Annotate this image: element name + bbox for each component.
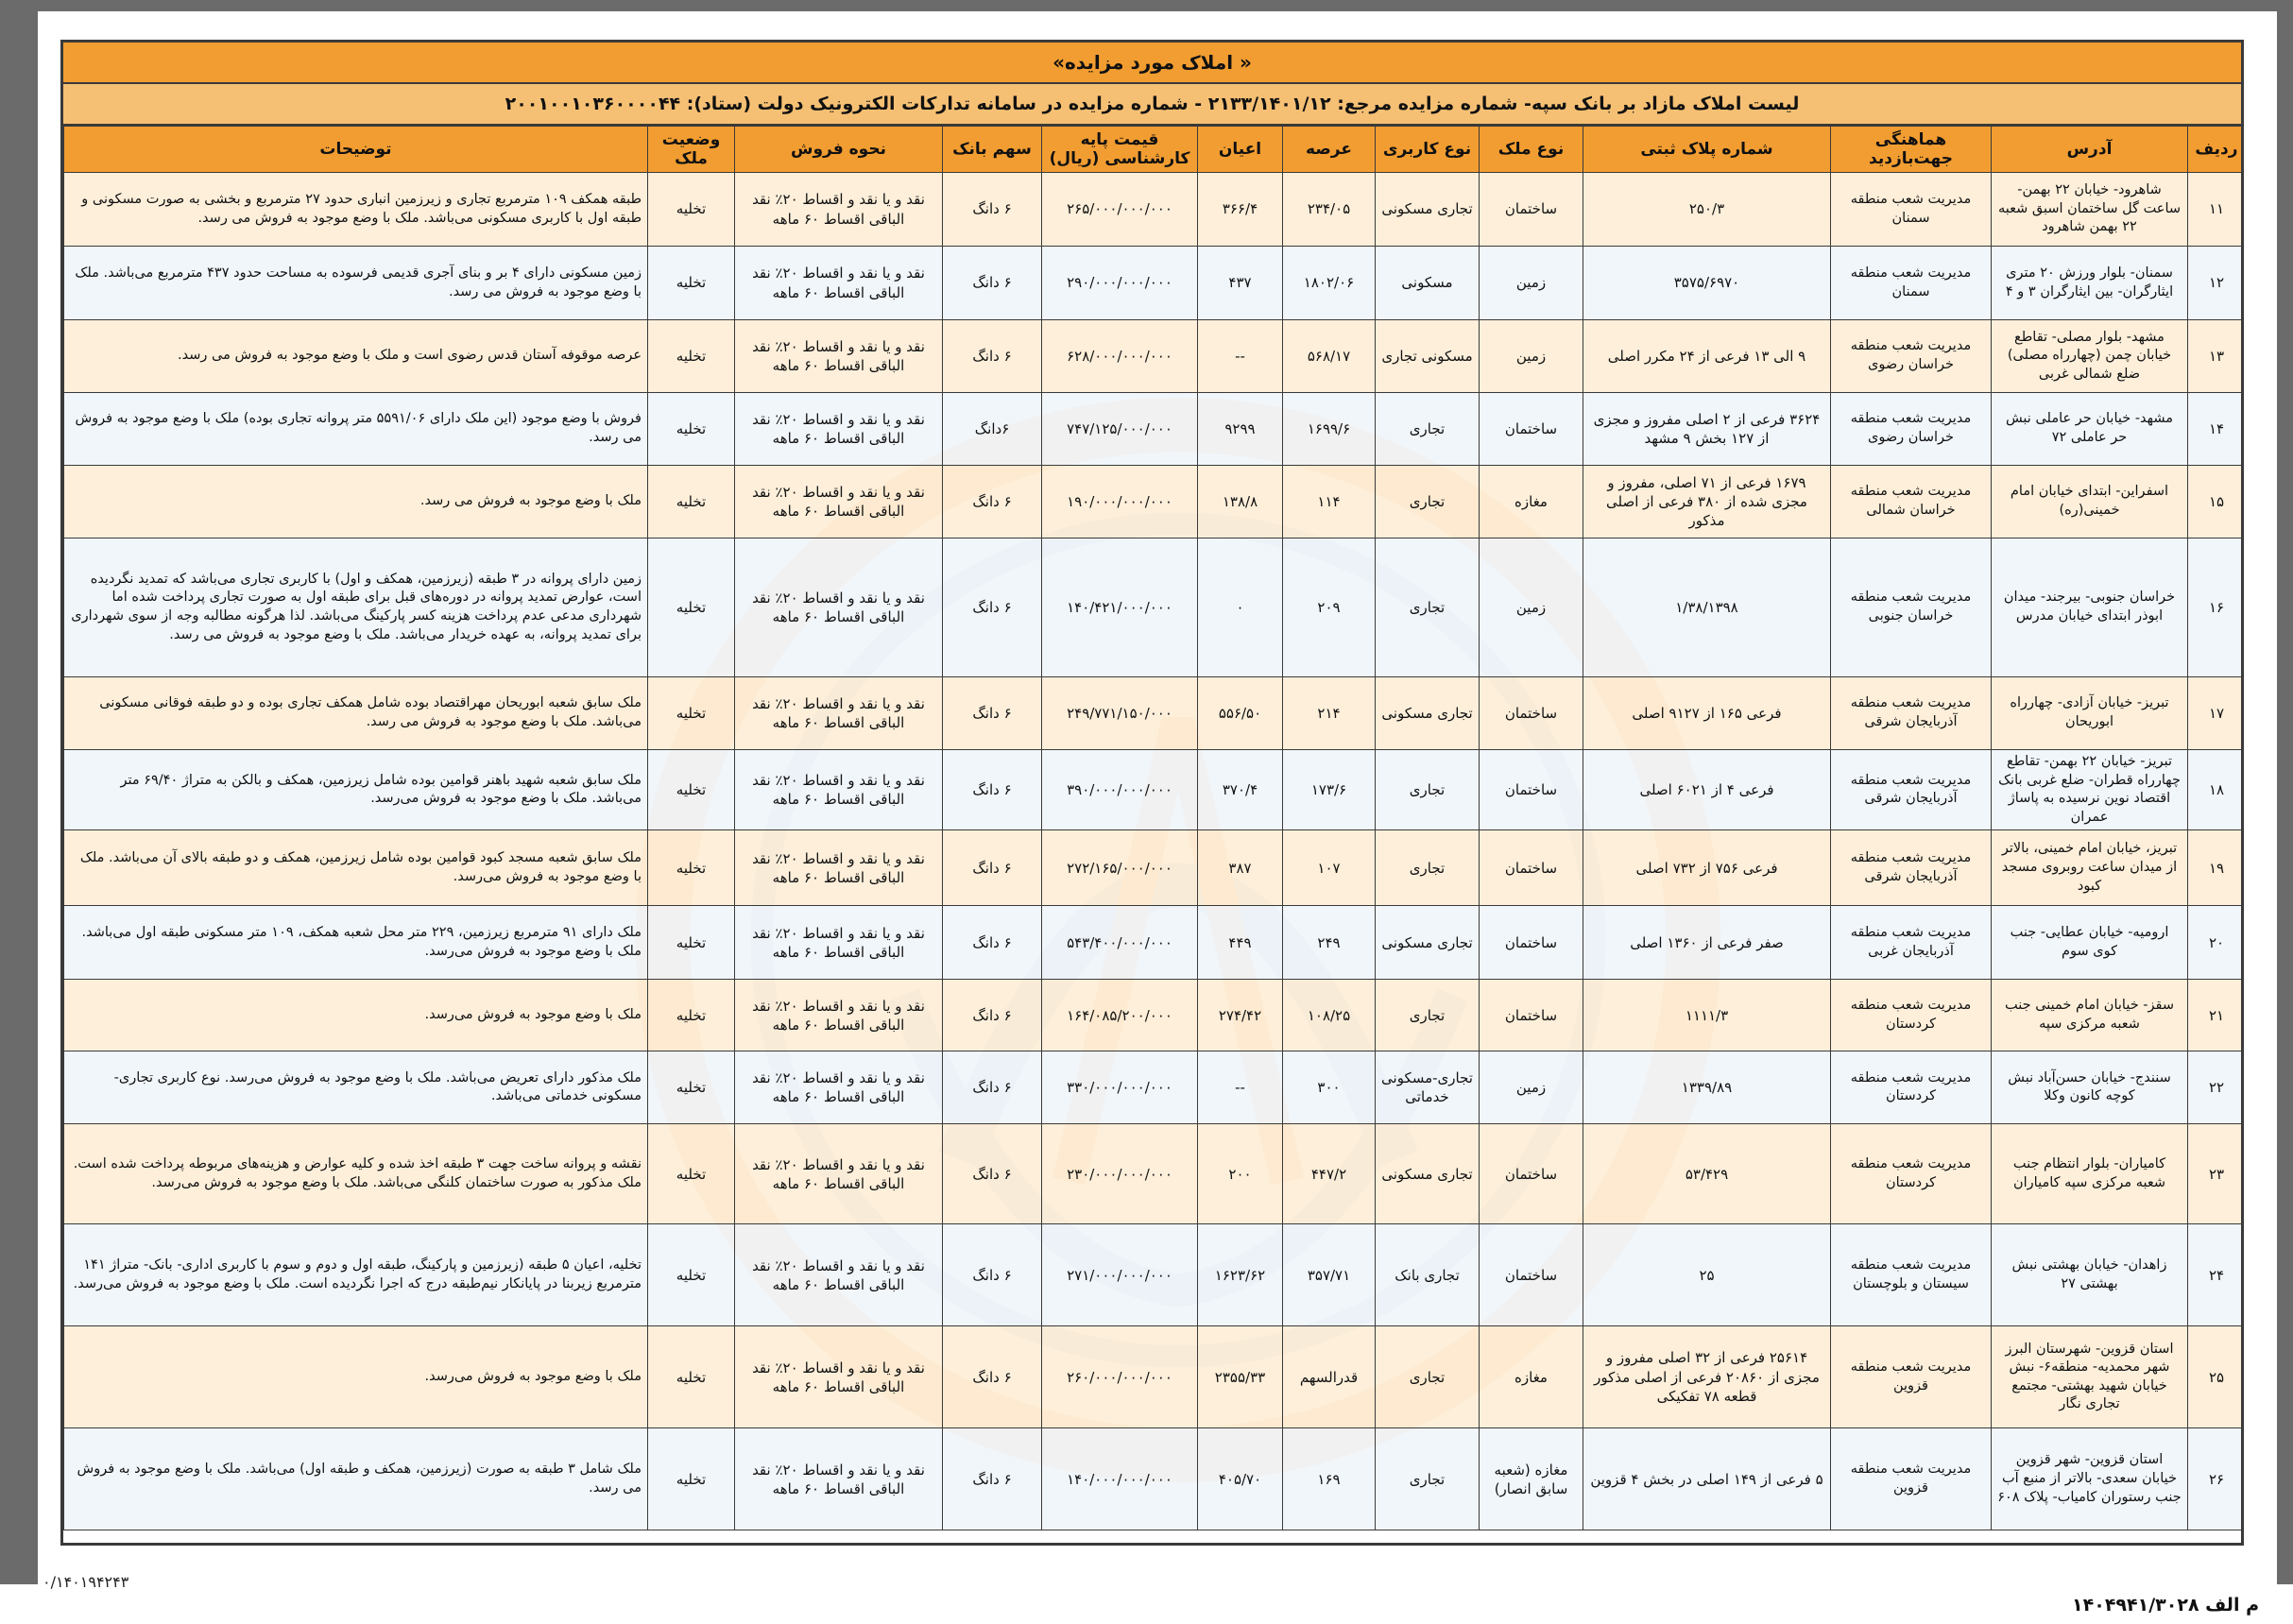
description-cell: زمین مسکونی دارای ۴ بر و بنای آجری قدیمی فرسوده به مساحت حدود ۴۳۷ مترمربع می‌باشد. ملک با وضع موجود به فروش می رسد. xyxy=(64,247,648,320)
plate-cell: ۲۵۰/۳ xyxy=(1583,173,1831,247)
property-type-cell: ساختمان xyxy=(1480,173,1583,247)
land-area-cell: قدرالسهم xyxy=(1283,1326,1376,1428)
description-cell: نقشه و پروانه ساخت جهت ۳ طبقه اخذ شده و کلیه عوارض و هزینه‌های مربوطه پرداخت شده است. ملک مذکور به صورت ساختمان کلنگی می‌باشد. ملک با وضع موجود به فروش می‌رسد. xyxy=(64,1124,648,1224)
row-number-cell: ۱۱ xyxy=(2188,173,2245,247)
status-cell: تخلیه xyxy=(648,1224,735,1326)
plate-cell: فرعی ۷۵۶ از ۷۳۲ اصلی xyxy=(1583,830,1831,906)
usage-cell: تجاری مسکونی xyxy=(1376,677,1480,750)
coordination-cell: مدیریت شعب منطقه آذربایجان غربی xyxy=(1831,906,1992,980)
coordination-cell: مدیریت شعب منطقه سمنان xyxy=(1831,173,1992,247)
land-area-cell: ۱۸۰۲/۰۶ xyxy=(1283,247,1376,320)
base-price-cell: ۱۹۰/۰۰۰/۰۰۰/۰۰۰ xyxy=(1042,466,1198,538)
sale-method-cell: نقد و یا نقد و اقساط ۲۰٪ نقد الباقی اقساط ۶۰ ماهه xyxy=(735,320,943,393)
property-table xyxy=(63,126,2244,1530)
bank-share-cell: ۶ دانگ xyxy=(943,830,1042,906)
table-row xyxy=(64,538,2245,677)
status-cell: تخلیه xyxy=(648,677,735,750)
table-row xyxy=(64,466,2245,538)
plate-cell: ۹ الی ۱۳ فرعی از ۲۴ مکرر اصلی xyxy=(1583,320,1831,393)
land-area-cell: ۱۶۹ xyxy=(1283,1428,1376,1530)
sale-method-cell: نقد و یا نقد و اقساط ۲۰٪ نقد الباقی اقساط ۶۰ ماهه xyxy=(735,247,943,320)
auction-sheet xyxy=(38,11,2277,1584)
base-price-cell: ۲۴۹/۷۷۱/۱۵۰/۰۰۰ xyxy=(1042,677,1198,750)
land-area-cell: ۱۰۸/۲۵ xyxy=(1283,980,1376,1051)
coordination-cell: مدیریت شعب منطقه سیستان و بلوچستان xyxy=(1831,1224,1992,1326)
usage-cell: تجاری xyxy=(1376,980,1480,1051)
land-area-cell: ۱۱۴ xyxy=(1283,466,1376,538)
sale-method-cell: نقد و یا نقد و اقساط ۲۰٪ نقد الباقی اقساط ۶۰ ماهه xyxy=(735,830,943,906)
description-cell: ملک سابق شعبه شهید باهنر قوامین بوده شامل زیرزمین، همکف و بالکن به متراژ ۶۹/۴۰ متر می‌باشد. ملک با وضع موجود به فروش می‌رسد. xyxy=(64,750,648,830)
building-area-cell: ۲۳۵۵/۳۳ xyxy=(1198,1326,1283,1428)
coordination-cell: مدیریت شعب منطقه خراسان شمالی xyxy=(1831,466,1992,538)
sale-method-cell: نقد و یا نقد و اقساط ۲۰٪ نقد الباقی اقساط ۶۰ ماهه xyxy=(735,750,943,830)
bank-share-cell: ۶ دانگ xyxy=(943,247,1042,320)
status-cell: تخلیه xyxy=(648,320,735,393)
description-cell: ملک شامل ۳ طبقه به صورت (زیرزمین، همکف و طبقه اول) می‌باشد. ملک با وضع موجود به فروش می رسد. xyxy=(64,1428,648,1530)
plate-cell: ۲۵ xyxy=(1583,1224,1831,1326)
property-type-cell: زمین xyxy=(1480,247,1583,320)
plate-cell: ۱۶۷۹ فرعی از ۷۱ اصلی، مفروز و مجزی شده از ۳۸۰ فرعی از اصلی مذکور xyxy=(1583,466,1831,538)
address-cell: سنندج- خیابان حسن‌آباد نبش کوچه کانون وکلا xyxy=(1992,1051,2188,1124)
property-type-cell: زمین xyxy=(1480,1051,1583,1124)
coordination-cell: مدیریت شعب منطقه سمنان xyxy=(1831,247,1992,320)
bank-share-cell: ۶ دانگ xyxy=(943,1326,1042,1428)
property-type-cell: مغازه xyxy=(1480,1326,1583,1428)
bank-share-cell: ۶ دانگ xyxy=(943,677,1042,750)
document-subtitle: لیست املاک مازاد بر بانک سپه- شماره مزایده مرجع: ۲۱۳۳/۱۴۰۱/۱۲ - شماره مزایده در سامانه تدارکات الکترونیک دولت (ستاد): ۲۰۰۱۰۰۱۰۳۶۰۰۰۰۴۴ xyxy=(63,84,2241,126)
coordination-cell: مدیریت شعب منطقه خراسان جنوبی xyxy=(1831,538,1992,677)
sale-method-cell: نقد و یا نقد و اقساط ۲۰٪ نقد الباقی اقساط ۶۰ ماهه xyxy=(735,1428,943,1530)
header-share: سهم بانک xyxy=(943,127,1042,173)
table-row xyxy=(64,247,2245,320)
document-title: « املاک مورد مزایده» xyxy=(63,43,2241,84)
base-price-cell: ۲۷۲/۱۶۵/۰۰۰/۰۰۰ xyxy=(1042,830,1198,906)
land-area-cell: ۳۰۰ xyxy=(1283,1051,1376,1124)
table-row xyxy=(64,750,2245,830)
plate-cell: صفر فرعی از ۱۳۶۰ اصلی xyxy=(1583,906,1831,980)
row-number-cell: ۲۵ xyxy=(2188,1326,2245,1428)
coordination-cell: مدیریت شعب منطقه آذربایجان شرقی xyxy=(1831,750,1992,830)
plate-cell: ۳۶۲۴ فرعی از ۲ اصلی مفروز و مجزی از ۱۲۷ بخش ۹ مشهد xyxy=(1583,393,1831,466)
address-cell: مشهد- بلوار مصلی- تقاطع خیابان چمن (چهارراه مصلی) ضلع شمالی غربی xyxy=(1992,320,2188,393)
sale-method-cell: نقد و یا نقد و اقساط ۲۰٪ نقد الباقی اقساط ۶۰ ماهه xyxy=(735,466,943,538)
address-cell: سمنان- بلوار ورزش ۲۰ متری ایثارگران- بین ایثارگران ۳ و ۴ xyxy=(1992,247,2188,320)
usage-cell: تجاری xyxy=(1376,750,1480,830)
status-cell: تخلیه xyxy=(648,830,735,906)
table-row xyxy=(64,1124,2245,1224)
sale-method-cell: نقد و یا نقد و اقساط ۲۰٪ نقد الباقی اقساط ۶۰ ماهه xyxy=(735,393,943,466)
footer-ad-code: م الف ۱۴۰۴۹۴۱/۳۰۲۸ xyxy=(2072,1595,2259,1615)
land-area-cell: ۲۱۴ xyxy=(1283,677,1376,750)
usage-cell: تجاری مسکونی xyxy=(1376,906,1480,980)
description-cell: تخلیه، اعیان ۵ طبقه (زیرزمین و پارکینگ، طبقه اول و دوم و سوم با کاربری اداری- بانک- متراژ ۱۴۱ مترمربع زیربنا در پایانکار نیم‌طبقه درج که اجرا نگردیده است. ملک با وضع موجود به فروش می‌رسد. xyxy=(64,1224,648,1326)
property-type-cell: ساختمان xyxy=(1480,1224,1583,1326)
building-area-cell: ۲۷۴/۴۲ xyxy=(1198,980,1283,1051)
coordination-cell: مدیریت شعب منطقه خراسان رضوی xyxy=(1831,320,1992,393)
status-cell: تخلیه xyxy=(648,1051,735,1124)
property-type-cell: ساختمان xyxy=(1480,1124,1583,1224)
address-cell: زاهدان- خیابان بهشتی نبش بهشتی ۲۷ xyxy=(1992,1224,2188,1326)
sale-method-cell: نقد و یا نقد و اقساط ۲۰٪ نقد الباقی اقساط ۶۰ ماهه xyxy=(735,538,943,677)
bank-share-cell: ۶ دانگ xyxy=(943,906,1042,980)
building-area-cell: ۴۳۷ xyxy=(1198,247,1283,320)
sale-method-cell: نقد و یا نقد و اقساط ۲۰٪ نقد الباقی اقساط ۶۰ ماهه xyxy=(735,1326,943,1428)
coordination-cell: مدیریت شعب منطقه کردستان xyxy=(1831,1051,1992,1124)
table-frame xyxy=(60,40,2244,1546)
property-type-cell: مغازه (شعبه سابق انصار) xyxy=(1480,1428,1583,1530)
status-cell: تخلیه xyxy=(648,750,735,830)
usage-cell: تجاری-مسکونی خدماتی xyxy=(1376,1051,1480,1124)
row-number-cell: ۱۵ xyxy=(2188,466,2245,538)
address-cell: ارومیه- خیابان عطایی- جنب کوی سوم xyxy=(1992,906,2188,980)
property-type-cell: مغازه xyxy=(1480,466,1583,538)
base-price-cell: ۲۶۰/۰۰۰/۰۰۰/۰۰۰ xyxy=(1042,1326,1198,1428)
base-price-cell: ۱۴۰/۴۲۱/۰۰۰/۰۰۰ xyxy=(1042,538,1198,677)
description-cell: ملک سابق شعبه مسجد کبود قوامین بوده شامل زیرزمین، همکف و دو طبقه بالای آن می‌باشد. ملک با وضع موجود به فروش می‌رسد. xyxy=(64,830,648,906)
land-area-cell: ۱۶۹۹/۶ xyxy=(1283,393,1376,466)
description-cell: ملک مذکور دارای تعریض می‌باشد. ملک با وضع موجود به فروش می‌رسد. نوع کاربری تجاری-مسکونی خدماتی می‌باشد. xyxy=(64,1051,648,1124)
base-price-cell: ۷۴۷/۱۲۵/۰۰۰/۰۰۰ xyxy=(1042,393,1198,466)
status-cell: تخلیه xyxy=(648,1124,735,1224)
building-area-cell: ۰ xyxy=(1198,538,1283,677)
sale-method-cell: نقد و یا نقد و اقساط ۲۰٪ نقد الباقی اقساط ۶۰ ماهه xyxy=(735,1124,943,1224)
plate-cell: ۲۵۶۱۴ فرعی از ۳۲ اصلی مفروز و مجزی از ۲۰۸۶۰ فرعی از اصلی مذکور قطعه ۷۸ تفکیکی xyxy=(1583,1326,1831,1428)
bottom-strip xyxy=(0,1584,2293,1624)
address-cell: خراسان جنوبی- بیرجند- میدان ابوذر ابتدای خیابان مدرس xyxy=(1992,538,2188,677)
land-area-cell: ۲۰۹ xyxy=(1283,538,1376,677)
status-cell: تخلیه xyxy=(648,393,735,466)
usage-cell: تجاری بانک xyxy=(1376,1224,1480,1326)
property-type-cell: زمین xyxy=(1480,320,1583,393)
base-price-cell: ۲۷۱/۰۰۰/۰۰۰/۰۰۰ xyxy=(1042,1224,1198,1326)
row-number-cell: ۲۲ xyxy=(2188,1051,2245,1124)
base-price-cell: ۱۶۴/۰۸۵/۲۰۰/۰۰۰ xyxy=(1042,980,1198,1051)
usage-cell: تجاری مسکونی xyxy=(1376,173,1480,247)
bank-share-cell: ۶ دانگ xyxy=(943,1428,1042,1530)
coordination-cell: مدیریت شعب منطقه کردستان xyxy=(1831,980,1992,1051)
plate-cell: فرعی ۱۶۵ از ۹۱۲۷ اصلی xyxy=(1583,677,1831,750)
status-cell: تخلیه xyxy=(648,173,735,247)
row-number-cell: ۱۶ xyxy=(2188,538,2245,677)
description-cell: ملک با وضع موجود به فروش می‌رسد. xyxy=(64,1326,648,1428)
description-cell: ملک با وضع موجود به فروش می رسد. xyxy=(64,466,648,538)
description-cell: طبقه همکف ۱۰۹ مترمربع تجاری و زیرزمین انباری حدود ۲۷ مترمربع و بخشی به صورت مسکونی و طبقه اول با کاربری مسکونی می‌باشد. ملک با وضع موجود به فروش می رسد. xyxy=(64,173,648,247)
bank-share-cell: ۶ دانگ xyxy=(943,980,1042,1051)
description-cell: فروش با وضع موجود (این ملک دارای ۵۵۹۱/۰۶ متر پروانه تجاری بوده) ملک با وضع موجود به فروش می رسد. xyxy=(64,393,648,466)
usage-cell: تجاری xyxy=(1376,393,1480,466)
table-row xyxy=(64,320,2245,393)
building-area-cell: -- xyxy=(1198,1051,1283,1124)
table-row xyxy=(64,393,2245,466)
bank-share-cell: ۶ دانگ xyxy=(943,538,1042,677)
table-row xyxy=(64,1224,2245,1326)
building-area-cell: ۴۰۵/۷۰ xyxy=(1198,1428,1283,1530)
coordination-cell: مدیریت شعب منطقه آذربایجان شرقی xyxy=(1831,677,1992,750)
base-price-cell: ۳۳۰/۰۰۰/۰۰۰/۰۰۰ xyxy=(1042,1051,1198,1124)
bank-share-cell: ۶دانگ xyxy=(943,393,1042,466)
usage-cell: مسکونی xyxy=(1376,247,1480,320)
usage-cell: تجاری xyxy=(1376,538,1480,677)
land-area-cell: ۲۴۹ xyxy=(1283,906,1376,980)
base-price-cell: ۲۹۰/۰۰۰/۰۰۰/۰۰۰ xyxy=(1042,247,1198,320)
bank-share-cell: ۶ دانگ xyxy=(943,1224,1042,1326)
address-cell: تبریز- خیابان آزادی- چهارراه ابوریحان xyxy=(1992,677,2188,750)
table-row xyxy=(64,980,2245,1051)
status-cell: تخلیه xyxy=(648,980,735,1051)
usage-cell: تجاری xyxy=(1376,1428,1480,1530)
bank-share-cell: ۶ دانگ xyxy=(943,320,1042,393)
bank-share-cell: ۶ دانگ xyxy=(943,466,1042,538)
address-cell: شاهرود- خیابان ۲۲ بهمن- ساعت گل ساختمان اسبق شعبه ۲۲ بهمن شاهرود xyxy=(1992,173,2188,247)
description-cell: ملک دارای ۹۱ مترمربع زیرزمین، ۲۲۹ متر محل شعبه همکف، ۱۰۹ متر مسکونی طبقه اول می‌باشد. ملک با وضع موجود به فروش می‌رسد. xyxy=(64,906,648,980)
usage-cell: تجاری xyxy=(1376,1326,1480,1428)
building-area-cell: ۱۳۸/۸ xyxy=(1198,466,1283,538)
row-number-cell: ۲۰ xyxy=(2188,906,2245,980)
land-area-cell: ۳۵۷/۷۱ xyxy=(1283,1224,1376,1326)
description-cell: ملک با وضع موجود به فروش می‌رسد. xyxy=(64,980,648,1051)
sale-method-cell: نقد و یا نقد و اقساط ۲۰٪ نقد الباقی اقساط ۶۰ ماهه xyxy=(735,906,943,980)
property-type-cell: زمین xyxy=(1480,538,1583,677)
row-number-cell: ۱۲ xyxy=(2188,247,2245,320)
coordination-cell: مدیریت شعب منطقه کردستان xyxy=(1831,1124,1992,1224)
plate-cell: ۵۳/۴۲۹ xyxy=(1583,1124,1831,1224)
table-row xyxy=(64,1051,2245,1124)
bank-share-cell: ۶ دانگ xyxy=(943,173,1042,247)
plate-cell: ۱۳۳۹/۸۹ xyxy=(1583,1051,1831,1124)
row-number-cell: ۲۶ xyxy=(2188,1428,2245,1530)
address-cell: مشهد- خیابان حر عاملی نبش حر عاملی ۷۲ xyxy=(1992,393,2188,466)
address-cell: استان قزوین- شهر قزوین خیابان سعدی- بالاتر از منبع آب جنب رستوران کامیاب- پلاک ۶۰۸ xyxy=(1992,1428,2188,1530)
description-cell: ملک سابق شعبه ابوریحان مهراقتصاد بوده شامل همکف تجاری بوده و دو طبقه فوقانی مسکونی می‌باشد. ملک با وضع موجود به فروش می رسد. xyxy=(64,677,648,750)
plate-cell: ۱/۳۸/۱۳۹۸ xyxy=(1583,538,1831,677)
building-area-cell: ۳۷۰/۴ xyxy=(1198,750,1283,830)
land-area-cell: ۱۰۷ xyxy=(1283,830,1376,906)
land-area-cell: ۲۳۴/۰۵ xyxy=(1283,173,1376,247)
row-number-cell: ۱۸ xyxy=(2188,750,2245,830)
usage-cell: تجاری xyxy=(1376,466,1480,538)
coordination-cell: مدیریت شعب منطقه قزوین xyxy=(1831,1428,1992,1530)
usage-cell: مسکونی تجاری xyxy=(1376,320,1480,393)
description-cell: عرصه موقوفه آستان قدس رضوی است و ملک با وضع موجود به فروش می رسد. xyxy=(64,320,648,393)
building-area-cell: ۹۲۹۹ xyxy=(1198,393,1283,466)
table-header-row xyxy=(64,127,2245,173)
property-type-cell: ساختمان xyxy=(1480,750,1583,830)
header-row-num: ردیف xyxy=(2188,127,2245,173)
row-number-cell: ۲۱ xyxy=(2188,980,2245,1051)
building-area-cell: ۳۶۶/۴ xyxy=(1198,173,1283,247)
land-area-cell: ۱۷۳/۶ xyxy=(1283,750,1376,830)
status-cell: تخلیه xyxy=(648,1428,735,1530)
header-building: اعیان xyxy=(1198,127,1283,173)
header-sale-method: نحوه فروش xyxy=(735,127,943,173)
land-area-cell: ۴۴۷/۲ xyxy=(1283,1124,1376,1224)
sale-method-cell: نقد و یا نقد و اقساط ۲۰٪ نقد الباقی اقساط ۶۰ ماهه xyxy=(735,173,943,247)
address-cell: تبریز- خیابان ۲۲ بهمن- تقاطع چهارراه قطران- ضلع غربی بانک اقتصاد نوین نرسیده به پاساژ عمران xyxy=(1992,750,2188,830)
address-cell: سقز- خیابان امام خمینی جنب شعبه مرکزی سپه xyxy=(1992,980,2188,1051)
row-number-cell: ۱۴ xyxy=(2188,393,2245,466)
base-price-cell: ۶۲۸/۰۰۰/۰۰۰/۰۰۰ xyxy=(1042,320,1198,393)
table-row xyxy=(64,906,2245,980)
table-row xyxy=(64,1326,2245,1428)
header-usage: نوع کاربری xyxy=(1376,127,1480,173)
base-price-cell: ۲۶۵/۰۰۰/۰۰۰/۰۰۰ xyxy=(1042,173,1198,247)
header-status: وضعیت ملک xyxy=(648,127,735,173)
plate-cell: ۳۵۷۵/۶۹۷۰ xyxy=(1583,247,1831,320)
property-type-cell: ساختمان xyxy=(1480,980,1583,1051)
coordination-cell: مدیریت شعب منطقه قزوین xyxy=(1831,1326,1992,1428)
coordination-cell: مدیریت شعب منطقه آذربایجان شرقی xyxy=(1831,830,1992,906)
status-cell: تخلیه xyxy=(648,247,735,320)
header-coordination: هماهنگی جهت‌بازدید xyxy=(1831,127,1992,173)
plate-cell: فرعی ۴ از ۶۰۲۱ اصلی xyxy=(1583,750,1831,830)
bank-share-cell: ۶ دانگ xyxy=(943,1124,1042,1224)
row-number-cell: ۱۹ xyxy=(2188,830,2245,906)
header-land: عرصه xyxy=(1283,127,1376,173)
bank-share-cell: ۶ دانگ xyxy=(943,1051,1042,1124)
header-address: آدرس xyxy=(1992,127,2188,173)
building-area-cell: ۴۴۹ xyxy=(1198,906,1283,980)
table-row xyxy=(64,173,2245,247)
description-cell: زمین دارای پروانه در ۳ طبقه (زیرزمین، همکف و اول) با کاربری تجاری می‌باشد که تمدید نگردیده است، عوارض تمدید پروانه در دوره‌های قبل برای طبقه اول به صورت تجاری پرداخت شده اما شهرداری مدعی عدم پرداخت هزینه کسر پارکینگ می‌باشد. لذا هرگونه مطالبه وجه از سوی شهرداری برای تمدید پروانه، به عهده خریدار می‌باشد. ملک با وضع موجود به فروش می رسد. xyxy=(64,538,648,677)
row-number-cell: ۲۴ xyxy=(2188,1224,2245,1326)
base-price-cell: ۵۴۳/۴۰۰/۰۰۰/۰۰۰ xyxy=(1042,906,1198,980)
address-cell: استان قزوین- شهرستان البرز شهر محمدیه- منطقه۶- نبش خیابان شهید بهشتی- مجتمع تجاری نگار xyxy=(1992,1326,2188,1428)
table-row xyxy=(64,830,2245,906)
status-cell: تخلیه xyxy=(648,906,735,980)
address-cell: اسفراین- ابتدای خیابان امام خمینی(ره) xyxy=(1992,466,2188,538)
status-cell: تخلیه xyxy=(648,466,735,538)
header-plate: شماره پلاک ثبتی xyxy=(1583,127,1831,173)
usage-cell: تجاری xyxy=(1376,830,1480,906)
status-cell: تخلیه xyxy=(648,538,735,677)
usage-cell: تجاری مسکونی xyxy=(1376,1124,1480,1224)
header-property-type: نوع ملک xyxy=(1480,127,1583,173)
base-price-cell: ۳۹۰/۰۰۰/۰۰۰/۰۰۰ xyxy=(1042,750,1198,830)
building-area-cell: ۲۰۰ xyxy=(1198,1124,1283,1224)
bank-share-cell: ۶ دانگ xyxy=(943,750,1042,830)
base-price-cell: ۱۴۰/۰۰۰/۰۰۰/۰۰۰ xyxy=(1042,1428,1198,1530)
property-type-cell: ساختمان xyxy=(1480,830,1583,906)
plate-cell: ۵ فرعی از ۱۴۹ اصلی در بخش ۴ قزوین xyxy=(1583,1428,1831,1530)
header-price: قیمت پایه کارشناسی (ریال) xyxy=(1042,127,1198,173)
header-description: توضیحات xyxy=(64,127,648,173)
row-number-cell: ۱۷ xyxy=(2188,677,2245,750)
building-area-cell: -- xyxy=(1198,320,1283,393)
base-price-cell: ۲۳۰/۰۰۰/۰۰۰/۰۰۰ xyxy=(1042,1124,1198,1224)
building-area-cell: ۳۸۷ xyxy=(1198,830,1283,906)
property-type-cell: ساختمان xyxy=(1480,393,1583,466)
row-number-cell: ۱۳ xyxy=(2188,320,2245,393)
footer-left-code: ۰/۱۴۰۱۹۴۲۴۳ xyxy=(43,1573,129,1591)
building-area-cell: ۱۶۲۳/۶۲ xyxy=(1198,1224,1283,1326)
property-type-cell: ساختمان xyxy=(1480,677,1583,750)
status-cell: تخلیه xyxy=(648,1326,735,1428)
row-number-cell: ۲۳ xyxy=(2188,1124,2245,1224)
sale-method-cell: نقد و یا نقد و اقساط ۲۰٪ نقد الباقی اقساط ۶۰ ماهه xyxy=(735,677,943,750)
land-area-cell: ۵۶۸/۱۷ xyxy=(1283,320,1376,393)
plate-cell: ۱۱۱۱/۳ xyxy=(1583,980,1831,1051)
table-row xyxy=(64,1428,2245,1530)
address-cell: تبریز، خیابان امام خمینی، بالاتر از میدان ساعت روبروی مسجد کبود xyxy=(1992,830,2188,906)
address-cell: کامیاران- بلوار انتظام جنب شعبه مرکزی سپه کامیاران xyxy=(1992,1124,2188,1224)
sale-method-cell: نقد و یا نقد و اقساط ۲۰٪ نقد الباقی اقساط ۶۰ ماهه xyxy=(735,980,943,1051)
building-area-cell: ۵۵۶/۵۰ xyxy=(1198,677,1283,750)
sale-method-cell: نقد و یا نقد و اقساط ۲۰٪ نقد الباقی اقساط ۶۰ ماهه xyxy=(735,1051,943,1124)
table-row xyxy=(64,677,2245,750)
sale-method-cell: نقد و یا نقد و اقساط ۲۰٪ نقد الباقی اقساط ۶۰ ماهه xyxy=(735,1224,943,1326)
coordination-cell: مدیریت شعب منطقه خراسان رضوی xyxy=(1831,393,1992,466)
property-type-cell: ساختمان xyxy=(1480,906,1583,980)
